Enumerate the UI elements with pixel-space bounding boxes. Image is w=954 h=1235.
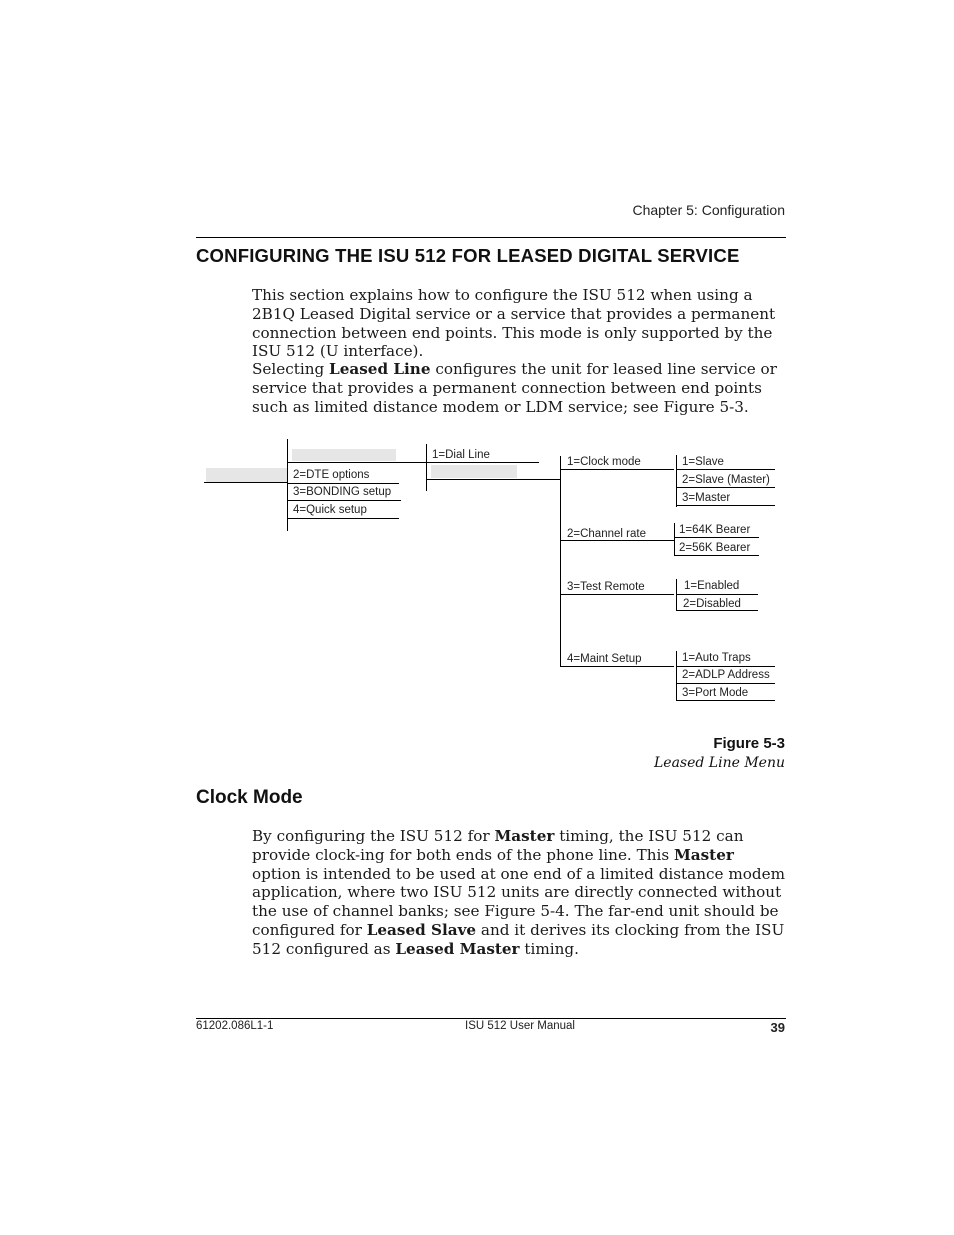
cm-b1: Master bbox=[494, 827, 555, 845]
footer-page-number: 39 bbox=[770, 1020, 785, 1035]
auto-traps-underline bbox=[677, 666, 775, 667]
root-menu-box bbox=[206, 468, 288, 482]
clock-mode-heading: Clock Mode bbox=[196, 787, 303, 808]
menu-quick-setup: 4=Quick setup bbox=[293, 504, 367, 516]
footer-doc-number: 61202.086L1-1 bbox=[196, 1020, 274, 1032]
clock-mode-underline bbox=[560, 469, 674, 470]
cm-b4: Leased Master bbox=[395, 939, 520, 958]
para2-pre: Selecting bbox=[252, 360, 330, 378]
level2-selected-box bbox=[431, 465, 517, 478]
level3-vertical bbox=[560, 456, 561, 667]
level2-vertical bbox=[426, 444, 427, 491]
option-enabled: 1=Enabled bbox=[684, 580, 740, 592]
chapter-header: Chapter 5: Configuration bbox=[632, 202, 785, 218]
adlp-underline bbox=[677, 683, 775, 684]
level1-selected-connector bbox=[288, 462, 427, 463]
level1-selected-box bbox=[292, 449, 396, 461]
menu-channel-rate: 2=Channel rate bbox=[567, 528, 646, 540]
option-port-mode: 3=Port Mode bbox=[682, 687, 749, 699]
option-56k-bearer: 2=56K Bearer bbox=[679, 542, 751, 554]
para2-post: configures the unit for leased line service or service that provides a permanent connection between end points such as limited distance modem or LDM service; see Figure 5-3. bbox=[252, 360, 777, 416]
56k-underline bbox=[675, 555, 759, 556]
footer-manual-title: ISU 512 User Manual bbox=[465, 1020, 575, 1032]
maint-setup-underline bbox=[560, 666, 674, 667]
cm-t3: option is intended to be used at one end of a limited distance modem application, where two ISU 512 units are directly connected without the use of channel banks; see Figure 5-4. The far-end unit should be configured for bbox=[252, 864, 785, 939]
header-rule bbox=[196, 237, 786, 238]
cm-b2: Master bbox=[673, 845, 734, 864]
cm-t4: and it derives its clocking from the ISU 512 configured as bbox=[252, 920, 785, 958]
disabled-underline bbox=[677, 610, 758, 611]
clock-mode-paragraph bbox=[252, 827, 785, 959]
master-underline bbox=[677, 505, 775, 506]
slave-master-underline bbox=[677, 487, 775, 488]
menu-clock-mode: 1=Clock mode bbox=[567, 456, 641, 468]
cm-t5: timing. bbox=[519, 939, 579, 958]
intro-paragraph: This section explains how to configure the ISU 512 when using a 2B1Q Leased Digital service or a service that provides a permanent connection between end points. This mode is only supported by the ISU 512 (U interface). bbox=[252, 286, 776, 361]
option-auto-traps: 1=Auto Traps bbox=[682, 652, 751, 664]
option-slave-master: 2=Slave (Master) bbox=[682, 474, 770, 486]
section-title: CONFIGURING THE ISU 512 FOR LEASED DIGITAL SERVICE bbox=[196, 245, 740, 266]
root-connector bbox=[204, 482, 288, 483]
footer-rule bbox=[196, 1018, 786, 1019]
64k-underline bbox=[675, 537, 759, 538]
menu-dial-line: 1=Dial Line bbox=[432, 449, 490, 461]
slave-underline bbox=[677, 469, 775, 470]
menu-bonding-setup: 3=BONDING setup bbox=[293, 486, 392, 498]
option-slave: 1=Slave bbox=[682, 456, 724, 468]
option-master: 3=Master bbox=[682, 492, 731, 504]
port-mode-underline bbox=[677, 700, 775, 701]
channel-options-vertical bbox=[674, 523, 675, 556]
leased-line-paragraph bbox=[252, 360, 785, 416]
figure-caption: Leased Line Menu bbox=[654, 755, 785, 771]
figure-label: Figure 5-3 bbox=[713, 735, 785, 752]
test-remote-underline bbox=[560, 594, 674, 595]
enabled-underline bbox=[677, 594, 758, 595]
level1-underline-2 bbox=[288, 500, 401, 501]
channel-rate-underline bbox=[560, 540, 674, 541]
level1-underline-1 bbox=[288, 483, 399, 484]
menu-dte-options: 2=DTE options bbox=[293, 469, 370, 481]
clock-options-vertical bbox=[676, 455, 677, 507]
cm-t2: timing, the ISU 512 can provide clock-ing for both ends of the phone line. This bbox=[252, 827, 744, 864]
level2-selected-connector bbox=[427, 479, 560, 480]
maint-options-vertical bbox=[676, 651, 677, 701]
test-options-vertical bbox=[676, 579, 677, 611]
level1-underline-3 bbox=[288, 518, 399, 519]
option-disabled: 2=Disabled bbox=[683, 598, 741, 610]
para2-bold: Leased Line bbox=[329, 360, 431, 378]
menu-test-remote: 3=Test Remote bbox=[567, 581, 645, 593]
cm-t1: By configuring the ISU 512 for bbox=[252, 827, 495, 845]
level2-underline-1 bbox=[427, 462, 539, 463]
option-adlp-address: 2=ADLP Address bbox=[682, 669, 770, 681]
cm-b3: Leased Slave bbox=[366, 920, 477, 939]
option-64k-bearer: 1=64K Bearer bbox=[679, 524, 751, 536]
menu-maint-setup: 4=Maint Setup bbox=[567, 653, 642, 665]
